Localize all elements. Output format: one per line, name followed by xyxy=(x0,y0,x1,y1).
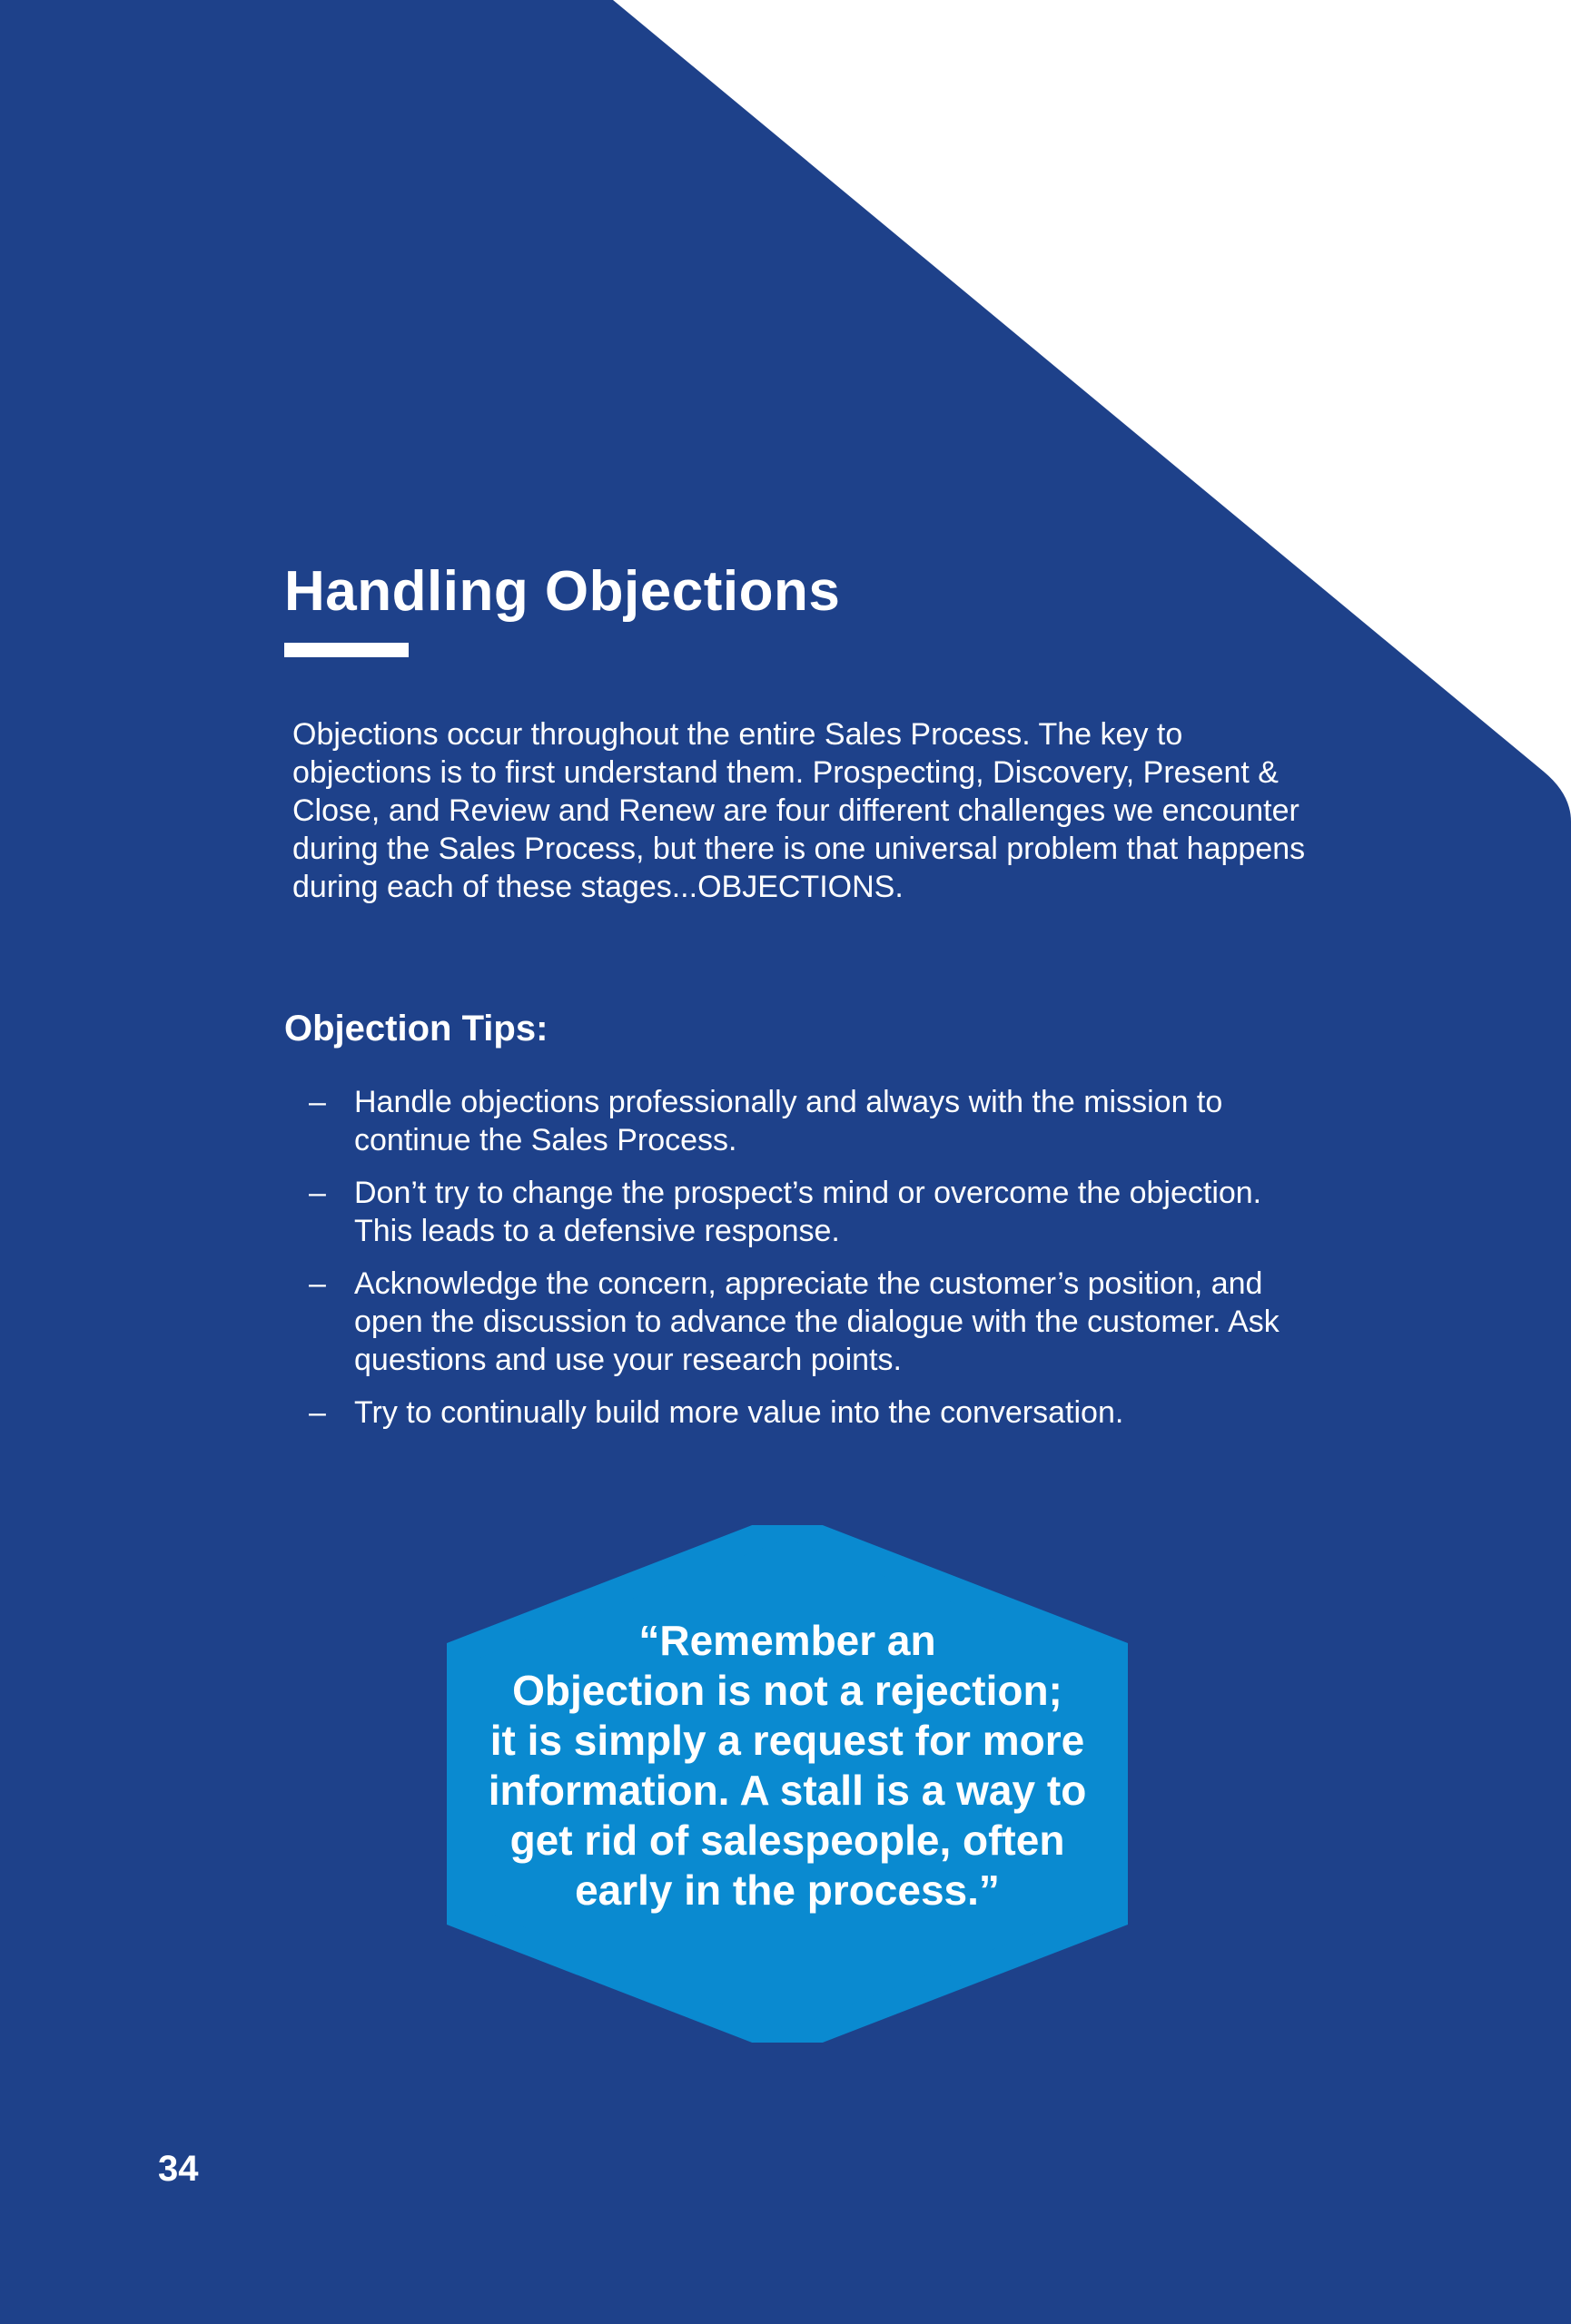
dash-bullet: – xyxy=(309,1176,326,1210)
tip-text: Try to continually build more value into the conversation. xyxy=(354,1395,1124,1430)
page-number: 34 xyxy=(158,2149,199,2189)
tip-item xyxy=(309,1265,1326,1379)
tip-text: Acknowledge the concern, appreciate the customer’s position, and open the discussion to advance the dialogue with the customer. Ask questions and use your research points. xyxy=(354,1266,1280,1377)
page-title: Handling Objections xyxy=(284,560,841,623)
quote-text: “Remember an Objection is not a rejection; it is simply a request for more information. A stall is a way to get rid of salespeople, often early in the process.” xyxy=(488,1617,1087,1914)
title-underline xyxy=(284,643,409,657)
tips-heading: Objection Tips: xyxy=(284,1009,548,1049)
dash-bullet: – xyxy=(309,1085,326,1119)
tip-text: Don’t try to change the prospect’s mind or overcome the objection. This leads to a defensive response. xyxy=(354,1176,1262,1248)
tips-list xyxy=(309,1083,1326,1446)
dash-bullet: – xyxy=(309,1266,326,1301)
tip-text: Handle objections professionally and always with the mission to continue the Sales Process. xyxy=(354,1085,1223,1157)
intro-paragraph: Objections occur throughout the entire Sales Process. The key to objections is to first understand them. Prospecting, Discovery, Present & Close, and Review and Renew are four different challenges we encounter during the Sales Process, but there is one universal problem that happens during each of these stages...OBJECTIONS. xyxy=(292,717,1306,904)
tip-item xyxy=(309,1174,1326,1250)
tip-item xyxy=(309,1393,1326,1432)
dash-bullet: – xyxy=(309,1395,326,1430)
tip-item xyxy=(309,1083,1326,1159)
